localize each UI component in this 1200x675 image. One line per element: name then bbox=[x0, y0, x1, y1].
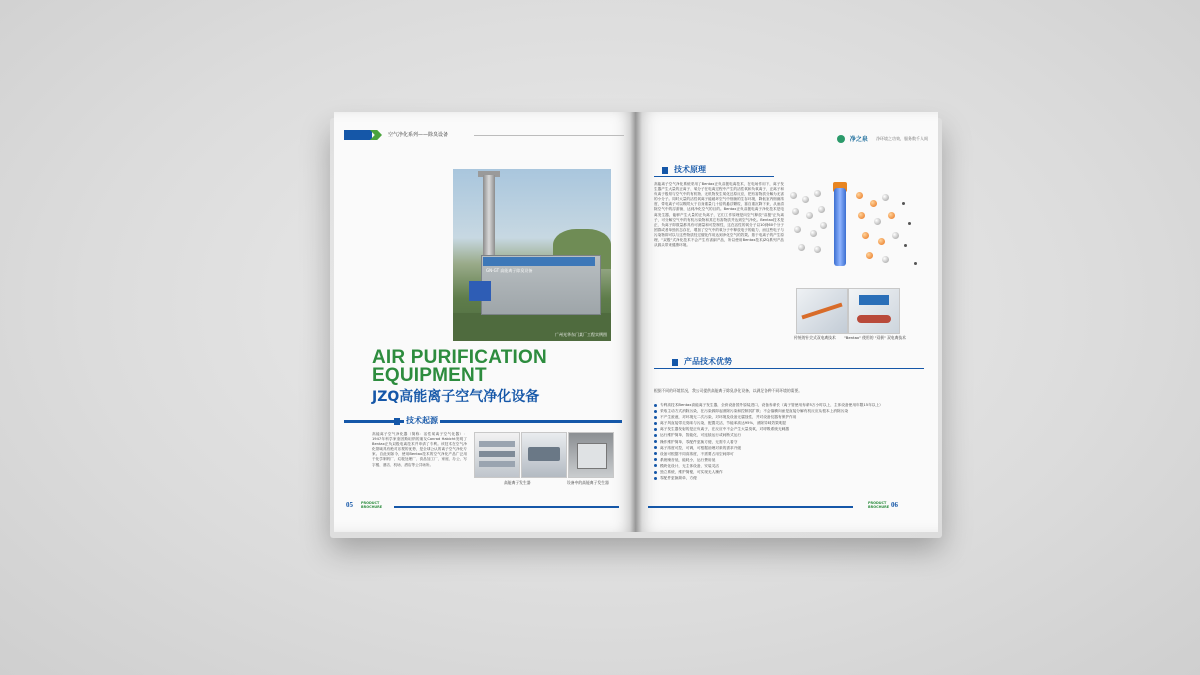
photo-unit-sign bbox=[483, 257, 595, 273]
ion-diagram bbox=[786, 182, 926, 282]
thumb-ion-generator bbox=[474, 432, 520, 478]
list-item: 采取主动方式消除污染，在污染源即起消除污染和控制其扩散；不会落横向而是直接分解有机反应从根本上消除污染 bbox=[654, 408, 924, 414]
molecule-dot bbox=[892, 232, 899, 239]
molecule-dot bbox=[798, 244, 805, 251]
heading-bar bbox=[344, 420, 622, 423]
list-item: 离子浓度可控，可调，可根据治理对象的需求升级 bbox=[654, 445, 924, 451]
ion-dot bbox=[866, 252, 873, 259]
water-drop-icon bbox=[837, 135, 845, 143]
molecule-dot bbox=[882, 256, 889, 263]
thumb-caption-1: 高能离子发生器 bbox=[504, 480, 531, 485]
right-page bbox=[636, 112, 938, 532]
ion-dot bbox=[878, 238, 885, 245]
molecule-dot bbox=[806, 212, 813, 219]
thumb-ion-generator-2 bbox=[521, 432, 567, 478]
section-heading-origin bbox=[344, 415, 624, 429]
heading-mark bbox=[662, 167, 668, 174]
list-item: 系统噪音低，能耗小，运行费用低 bbox=[654, 457, 924, 463]
brand-logo-text: 净之泉 bbox=[849, 136, 868, 143]
molecule-dot bbox=[814, 190, 821, 197]
molecule-dot bbox=[792, 208, 799, 215]
particle-dot bbox=[904, 244, 907, 247]
molecule-dot bbox=[814, 246, 821, 253]
header-rule bbox=[474, 135, 624, 136]
ion-dot bbox=[858, 212, 865, 219]
list-item: 设备可根据不同高浓度，不需要占用空间即可 bbox=[654, 451, 924, 457]
advantages-list bbox=[654, 402, 924, 481]
molecule-dot bbox=[882, 194, 889, 201]
particle-dot bbox=[914, 262, 917, 265]
list-item: 离子发生器发射的是正负离子，在反应中不会产生大量臭氧，对呼吸系统无刺激 bbox=[654, 426, 924, 432]
left-footer bbox=[334, 501, 636, 511]
molecule-dot bbox=[810, 230, 817, 237]
list-item: 离子风直接带走臭味与污染，配置灵活，节能率高达95%，消除异味效果明显 bbox=[654, 420, 924, 426]
list-item: 模块化设计，无主体设备，安装灵活 bbox=[654, 463, 924, 469]
particle-dot bbox=[902, 202, 905, 205]
footer-tag-right: PRODUCT BROCHURE bbox=[868, 501, 890, 509]
ion-dot bbox=[856, 192, 863, 199]
origin-paragraph: 高能离子空气净化器（简称：活性氧离子空气化器）：1947年科学家奎因斯坦纳的朋友Conrad Habicht发明了Bentax正负双极电离技术并申请了专利。该技术在空气净化领域具有绝对乐观的优势，是全球公认的离子空气净化专家。自此到如今，使用Bentax技术的空气净化产品广泛用于化学制药厂、垃圾处理厂、食品加工厂、家庭、办公、写字楼、酒店、机场、酒店等公共场所。 bbox=[372, 432, 467, 467]
title-english-text: AIR PURIFICATION EQUIPMENT bbox=[372, 347, 547, 386]
list-item: 零配件更换简单，方便 bbox=[654, 475, 924, 481]
header-blue-bar bbox=[344, 130, 372, 140]
brand-slogan: 净环境之功效，服务数千人间 bbox=[876, 135, 928, 141]
footer-rule-right bbox=[648, 506, 853, 508]
molecule-dot bbox=[874, 218, 881, 225]
left-header bbox=[344, 130, 474, 140]
principle-paragraph: 高能离子空气净化系统采用了Bentax正负双极电离技术，在电场作用下，离子发生器产生大量的正离子、氧分子在电离过程中产生的活性氧和负氧离子，正离子和负离子极易与空气中的有机物、无机物发生氧化还原反应，把有害物质分解为无害的小分子。同时大量的活性氧离子能破坏空气中细菌的生存环境，降低室内细菌浓度，带电离子可以吸附大于自身重量几十倍的悬浮颗粒，靠自重沉降下来，从而清除空气中的浮游菌，达到净化空气的目的。Bentax正负双极电离子净化技术是电离发生器，能够产生大量的正负离子，它们工作原理是向空气释放"双极"正负离子，可分解空气中的有机污染物和其它有害物质并达到空气净化。Bentax技术是正、负离子即数量都具有可测量和可控制性，这在活性的氧分子以10到60个分子团群或者单独状态存在，增加了空气中的氧分子中释放电子的能力，而这些电子与污染物即可以与这些物质经过催化作用达到净化空气的效果。基于电离子的产生原理，"双极"式净化技术不会产生有害副产品，所以使用Bentax技术JZQ系列产品从源头带来健康环境。 bbox=[654, 182, 784, 248]
caption-traditional: 传统的针尖式双电离技术 bbox=[794, 335, 836, 340]
footer-tag-left: PRODUCT BROCHURE bbox=[361, 501, 383, 509]
section-heading-principle bbox=[654, 164, 794, 178]
right-footer bbox=[636, 501, 938, 511]
photo-caption: 广州光华东门某厂工程实例图 bbox=[555, 332, 607, 337]
molecule-dot bbox=[820, 222, 827, 229]
page-number-left: 05 bbox=[346, 501, 353, 509]
heading-underline bbox=[654, 368, 924, 369]
thumb-traditional-ion bbox=[796, 288, 848, 334]
list-item: 操作维护简单，零配件更换方便，无需专人看守 bbox=[654, 439, 924, 445]
advantages-lead: 根据不同的环境状况，我公司提供高能离子除臭净化设备，以满足各种不同环境的需要。 bbox=[654, 388, 803, 393]
list-item: 运行维护简单，智能化，可连续运行或间断式运行 bbox=[654, 432, 924, 438]
page-number-right: 06 bbox=[891, 501, 898, 509]
header-series-text: 空气净化系列——除臭设备 bbox=[388, 132, 449, 138]
molecule-dot bbox=[802, 196, 809, 203]
caption-bentax: "Bentax" 使用的 "双极" 双电离技术 bbox=[844, 335, 906, 340]
section-title-advantages: 产品技术优势 bbox=[684, 357, 732, 366]
ion-dot bbox=[888, 212, 895, 219]
molecule-dot bbox=[790, 192, 797, 199]
ion-dot bbox=[862, 232, 869, 239]
section-title-principle: 技术原理 bbox=[674, 165, 706, 174]
ion-dot bbox=[870, 200, 877, 207]
thumb-equipment-interior bbox=[568, 432, 614, 478]
heading-mark bbox=[672, 359, 678, 366]
ion-tube bbox=[834, 188, 846, 266]
list-item: 不产生废液，对环境无二次污染，对环境及设备无腐蚀性，并对设备仪器有保护作用 bbox=[654, 414, 924, 420]
heading-mark bbox=[394, 418, 400, 425]
photo-fan-box bbox=[469, 281, 491, 301]
thumb-caption-2: 设备中的高能离子发生器 bbox=[567, 480, 609, 485]
thumb-bentax-ion bbox=[848, 288, 900, 334]
section-title-origin: 技术起源 bbox=[406, 416, 438, 425]
title-chinese: JZQ高能离子空气净化设备 bbox=[372, 389, 540, 405]
footer-rule-left bbox=[394, 506, 619, 508]
left-page bbox=[334, 112, 636, 532]
list-item: 专利高技术Bentax高能离子发生器，全套设备国外原装进口，设备寿命长（离子管使用寿命5万小时以上，主体设备使用年限15年以上） bbox=[654, 402, 924, 408]
right-header bbox=[837, 128, 928, 147]
section-heading-advantages bbox=[654, 356, 936, 370]
molecule-dot bbox=[794, 226, 801, 233]
equipment-photo bbox=[453, 169, 611, 341]
list-item: 独立系统，维护简便，可实现无人操作 bbox=[654, 469, 924, 475]
title-english bbox=[372, 349, 562, 385]
heading-underline bbox=[654, 176, 774, 177]
photo-sign-text: GN-GT 高能离子除臭设备 bbox=[486, 268, 533, 273]
book-gutter bbox=[630, 112, 642, 532]
molecule-dot bbox=[818, 206, 825, 213]
particle-dot bbox=[908, 222, 911, 225]
